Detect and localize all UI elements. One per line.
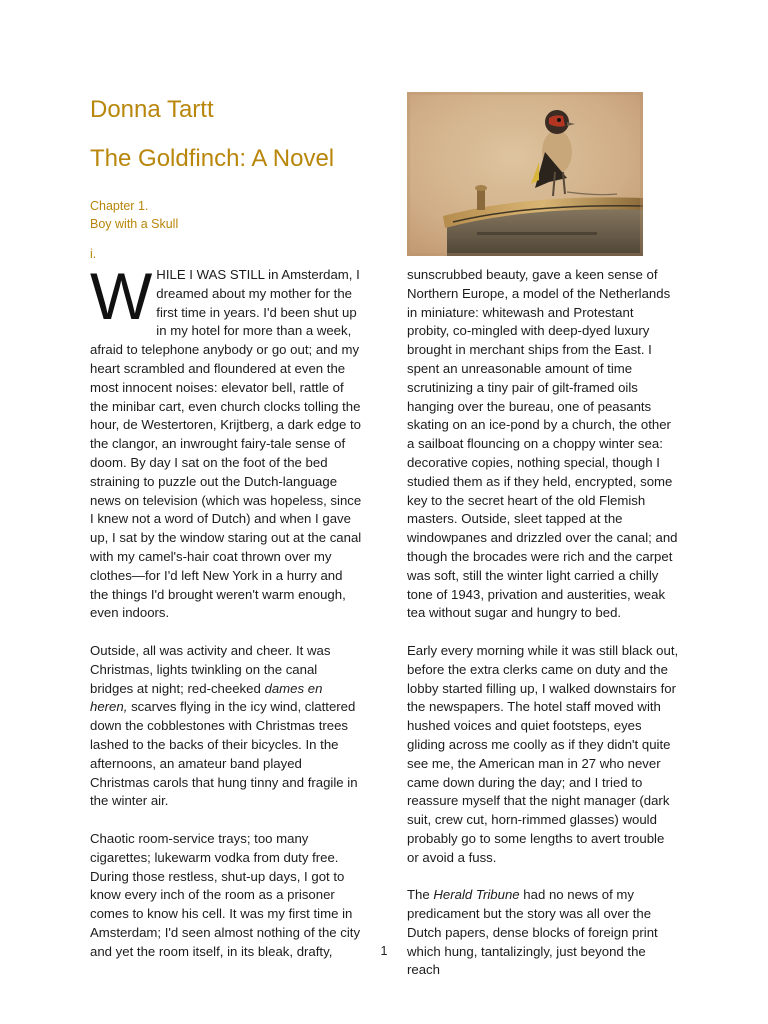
paragraph-text: scarves flying in the icy wind, clattered down the cobblestones with Christmas trees lashed to the backs of their bicycles. In the afternoons, an amateur band played Christmas carols that hung tinny and fragile in the winter air. <box>90 699 358 809</box>
italic-phrase: Herald Tribune <box>433 887 520 903</box>
paragraph-text: Chaotic room-service trays; too many cigarettes; lukewarm vodka from duty free. During those restless, shut-up days, I got to know every inch of the room as a prisoner comes to know his cell. It was my first time in Amsterdam; I'd seen almost nothing of the city and yet the room itself, in its bleak, drafty, <box>90 830 361 959</box>
paragraph-text: The <box>407 887 434 903</box>
paragraph-text: had no news of my predicament but the story was all over the Dutch papers, dense blocks of foreign print which hung, tantalizingly, just beyond the reach <box>407 887 658 978</box>
paragraph <box>90 830 362 962</box>
paragraph-text: Early every morning while it was still black out, before the extra clerks came on duty and the lobby started filling up, I walked downstairs for the newspapers. The hotel staff moved with hushed voices and quiet footsteps, eyes gliding across me coolly as if they didn't quite see me, the American man in 27 who never came down during the day; and I tried to reassure myself that the night manager (dark suit, crew cut, horn-rimmed glasses) would probably go to some lengths to avert trouble or avoid a fuss. <box>407 642 679 865</box>
chapter-title: Boy with a Skull <box>90 217 179 231</box>
paragraph-text: HILE I WAS STILL in Amsterdam, I dreamed about my mother for the first time in years. I'd been shut up in my hotel for more than a week, afraid to telephone anybody or go out; and my heart scrambled and floundered at even the most innocent noises: elevator bell, rattle of the minibar cart, even church clocks tolling the hour, de Westertoren, Krijtberg, a dark edge to the clangor, an inwrought fairy-tale sense of doom. By day I sat on the foot of the bed straining to puzzle out the Dutch-language news on television (which was hopeless, since I knew not a word of Dutch) and when I gave up, I sat by the window staring out at the canal with my camel's-hair coat thrown over my clothes—for I'd left New York in a hurry and the things I'd brought weren't warm enough, even indoors. <box>90 267 362 621</box>
goldfinch-painting-image <box>407 92 643 256</box>
right-text-column <box>407 266 679 999</box>
book-title: The Goldfinch: A Novel <box>90 145 335 172</box>
page-number: 1 <box>380 944 388 958</box>
italic-phrase: dames en heren, <box>90 680 323 715</box>
paragraph <box>90 642 362 811</box>
paragraph <box>407 266 679 623</box>
paragraph-text: sunscrubbed beauty, gave a keen sense of Northern Europe, a model of the Netherlands in miniature: whitewash and Protestant probity, co-mingled with deep-dyed luxury brought in merchant ships from the East. I spent an unreasonable amount of time scrutinizing a tiny pair of gilt-framed oils hanging over the bureau, one of peasants skating on an ice-pond by a church, the other a sailboat flouncing on a choppy winter sea: decorative copies, nothing special, though I studied them as if they held, encrypted, some key to the secret heart of the old Flemish masters. Outside, sleet tapped at the windowpanes and drizzled over the canal; and though the brocades were rich and the carpet was soft, still the winter light carried a chilly tone of 1943, privation and austerities, weak tea without sugar and hungry to bed. <box>407 267 678 621</box>
drop-cap: W <box>90 259 153 333</box>
paragraph <box>407 642 679 868</box>
chapter-number: Chapter 1. <box>90 199 149 213</box>
left-text-column <box>90 259 362 980</box>
section-marker: i. <box>90 247 97 261</box>
author-name: Donna Tartt <box>90 96 214 123</box>
paragraph-text: Outside, all was activity and cheer. It was Christmas, lights twinkling on the canal bridges at night; red-cheeked <box>90 642 331 696</box>
paragraph <box>90 259 362 623</box>
paragraph <box>407 886 679 980</box>
